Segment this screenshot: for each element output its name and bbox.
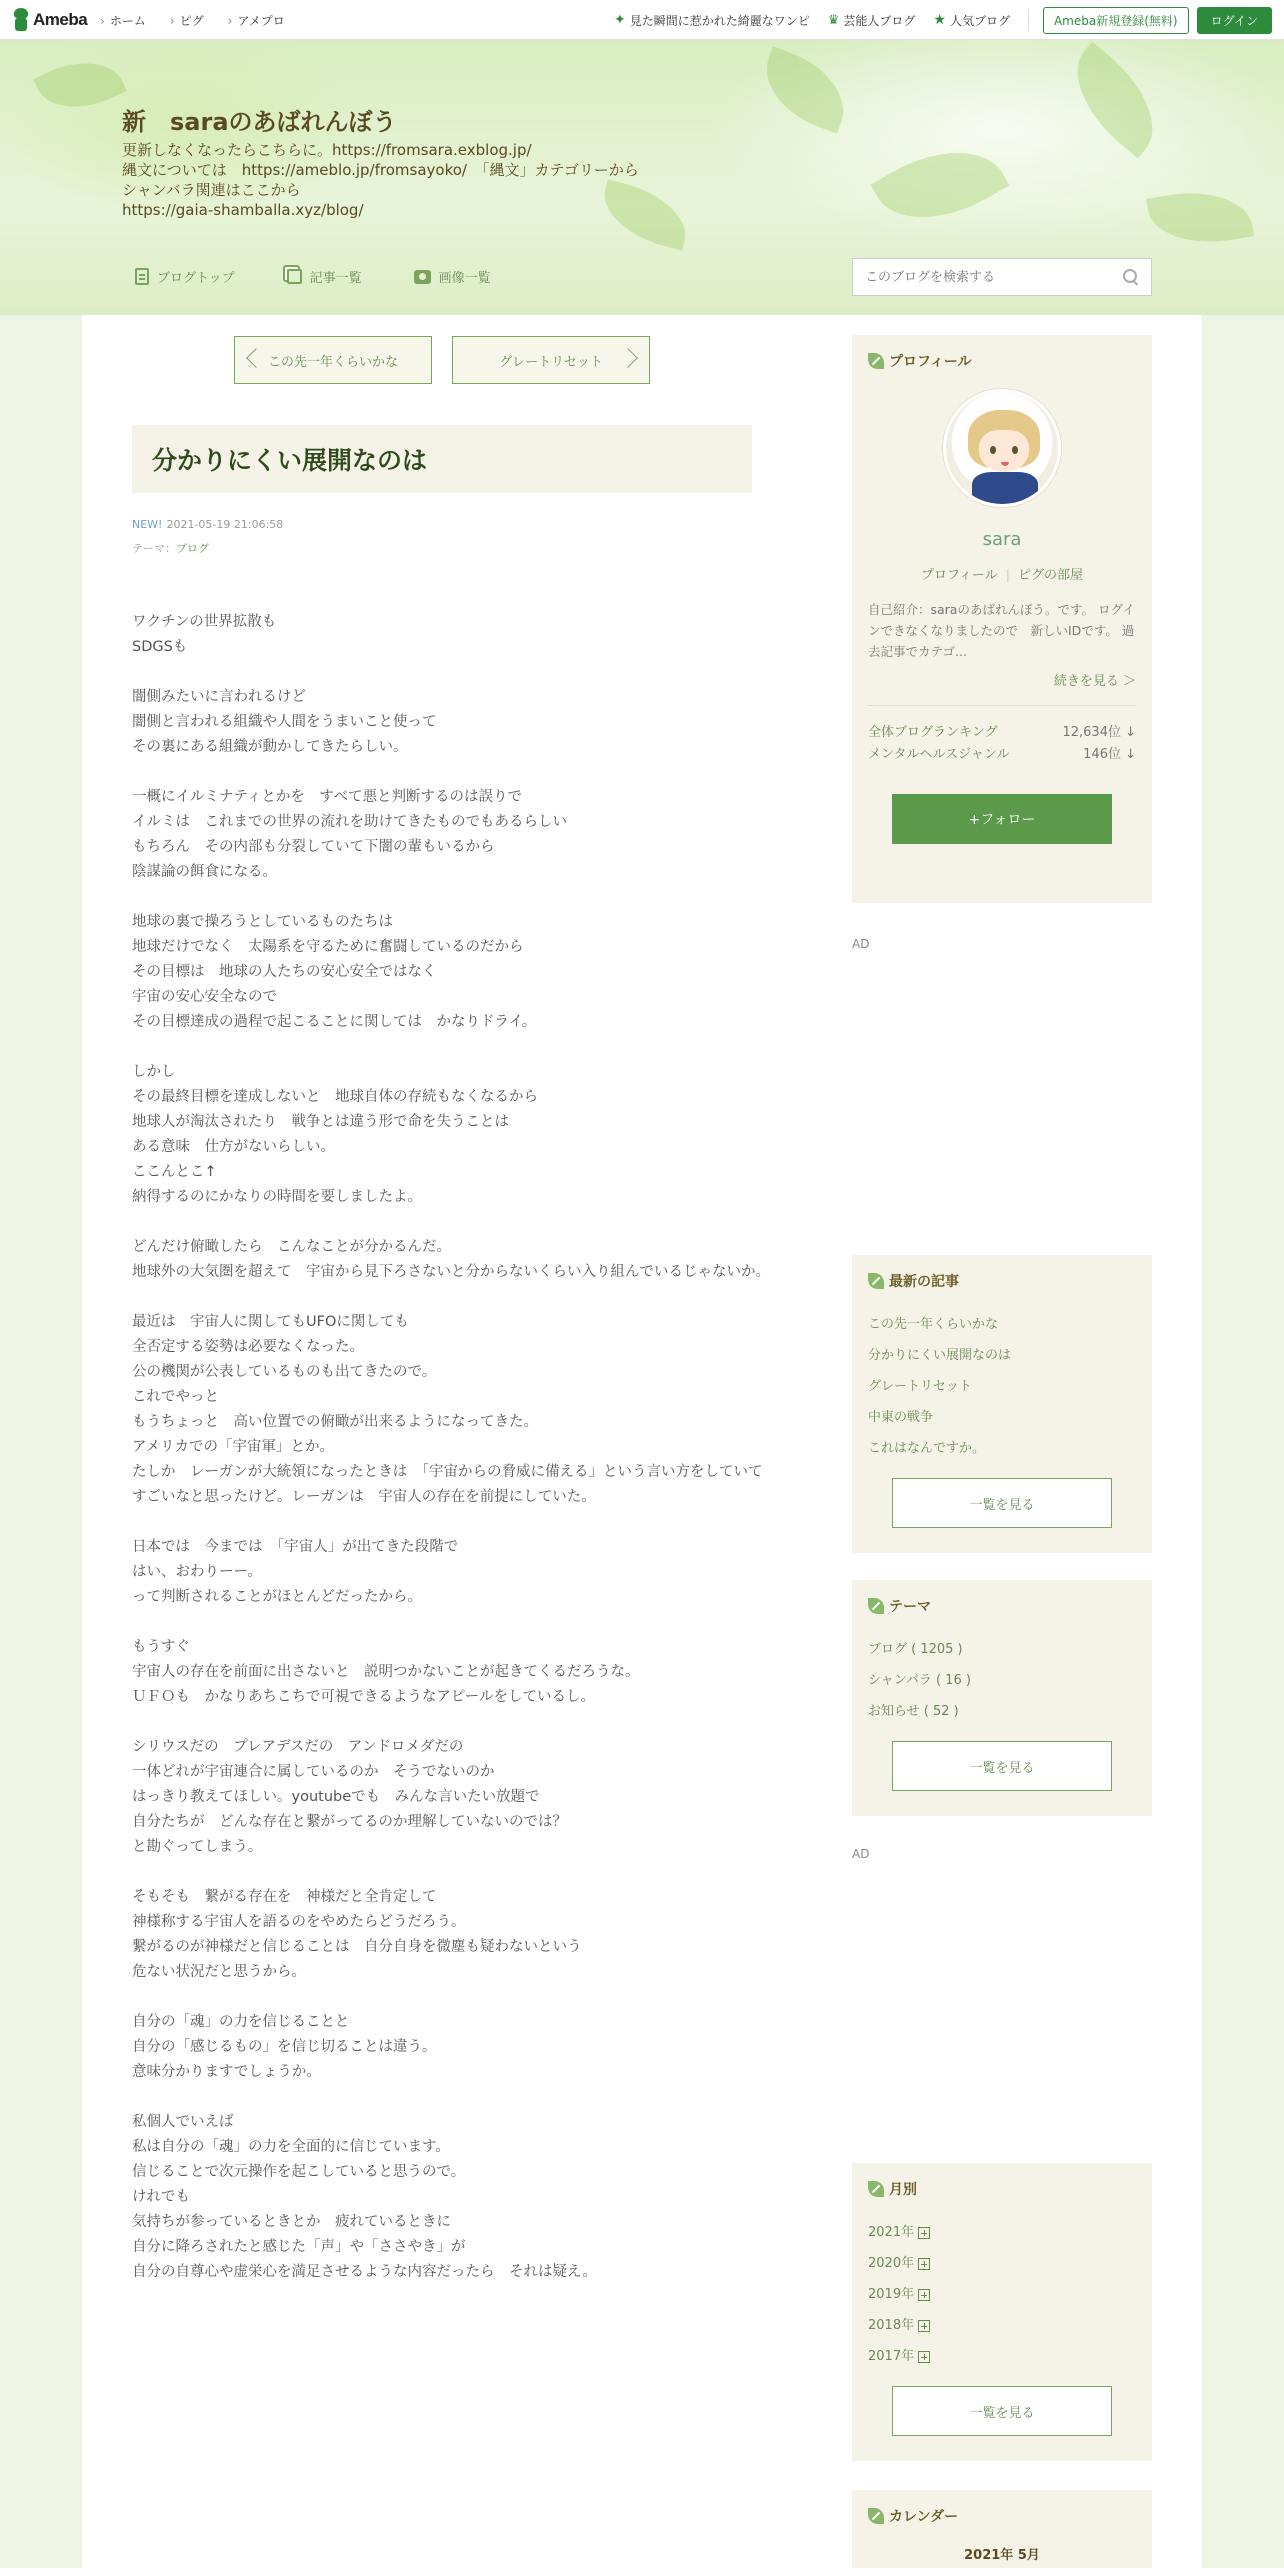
nav-article-list[interactable] <box>287 267 362 286</box>
article-line: その最終目標を達成しないと 地球自体の存続もなくなるから <box>132 1089 538 1105</box>
article-paragraph <box>132 1060 782 1210</box>
leaf-icon <box>868 353 884 369</box>
sparkle-icon: ✦ <box>613 12 626 28</box>
monthly-archive-box <box>852 2163 1152 2461</box>
article-meta <box>132 513 283 561</box>
rank-overall-value: 12,634位 ↓ <box>1062 725 1136 740</box>
article-line: 繋がるのが神様だと信じることは 自分自身を微塵も疑わないという <box>132 1939 582 1955</box>
article-paragraph <box>132 1310 782 1510</box>
leaf-icon <box>868 1273 884 1289</box>
article-line: 全否定する姿勢は必要なくなった。 <box>132 1339 364 1355</box>
article-line: 公の機関が公表しているものも出てきたので。 <box>132 1364 437 1380</box>
link-celebrity-blog-label: 芸能人ブログ <box>843 13 916 28</box>
article-line: 自分の「感じるもの」を信じ切ることは違う。 <box>132 2039 437 2055</box>
nav-amepro[interactable]: › アメプロ <box>228 12 285 29</box>
leaf-icon <box>868 2508 884 2524</box>
profile-intro: 自己紹介：saraのあばれんぼう。です。 ログインできなくなりましたので 新しいIDです。 過去記事でカテゴ... <box>868 602 1135 659</box>
article-line: 一概にイルミナティとかを すべて悪と判断するのは誤りで <box>132 789 523 805</box>
ameba-logo-icon <box>12 8 30 32</box>
article-paragraph <box>132 2010 782 2085</box>
link-celebrity-blog[interactable] <box>828 12 916 29</box>
register-button[interactable]: Ameba新規登録(無料) <box>1043 7 1189 34</box>
read-more-link[interactable]: 続きを見る ＞ <box>1053 674 1136 689</box>
star-icon: ★ <box>933 12 946 28</box>
article-title-text: 分かりにくい展開なのは <box>152 446 428 475</box>
article-line: もちろん その内部も分裂していて下闇の輩もいるから <box>132 839 495 855</box>
blog-description-line: 縄文については https://ameblo.jp/fromsayoko/ 「縄文」カテゴリーから <box>122 161 639 179</box>
prev-article-button[interactable] <box>234 336 432 384</box>
avatar-eye <box>1012 446 1018 454</box>
next-article-button[interactable] <box>452 336 650 384</box>
article-line: ＵＦＯも かなりあちこちで可視できるようなアピールをしているし。 <box>132 1689 595 1705</box>
article-line: 神様称する宇宙人を語るのをやめたらどうだろう。 <box>132 1914 466 1930</box>
article-line: しかし <box>132 1064 176 1080</box>
view-all-months-button[interactable]: 一覧を見る <box>892 2386 1112 2436</box>
rank-overall-label[interactable]: 全体ブログランキング <box>868 725 998 740</box>
article-paragraph <box>132 685 782 760</box>
article-paragraph <box>132 1735 782 1860</box>
blog-search <box>852 258 1152 296</box>
recent-article-link[interactable]: この先一年くらいかな <box>868 1317 999 1332</box>
decorative-leaf <box>871 125 1010 246</box>
expand-icon[interactable] <box>918 2289 930 2301</box>
article-line: 日本では 今までは 「宇宙人」が出てきた段階で <box>132 1539 459 1555</box>
leaf-icon <box>868 2181 884 2197</box>
article-line: 危ない状況だと思うから。 <box>132 1964 306 1980</box>
article-line: 納得するのにかなりの時間を要しましたよ。 <box>132 1189 422 1205</box>
themes-heading <box>868 1596 1136 1616</box>
month-label: 2021年 <box>868 2225 915 2240</box>
document-icon <box>135 268 149 285</box>
recent-article-link[interactable]: グレートリセット <box>868 1379 972 1394</box>
article-line: 私は自分の「魂」の力を全面的に信じています。 <box>132 2139 450 2155</box>
article-paragraph <box>132 1235 782 1285</box>
follow-button[interactable]: +フォロー <box>892 794 1112 844</box>
nav-image-list-label: 画像一覧 <box>438 271 491 286</box>
link-featured-label: 見た瞬間に惹かれた綺麗なワンピ <box>629 13 810 28</box>
article-paragraph <box>132 785 782 885</box>
article-line: 一体どれが宇宙連合に属しているのか そうでないのか <box>132 1764 495 1780</box>
expand-icon[interactable] <box>918 2351 930 2363</box>
calendar-heading <box>868 2506 1136 2526</box>
month-link[interactable] <box>868 2248 1136 2279</box>
monthly-heading <box>868 2179 1136 2199</box>
article-line: 陰謀論の餌食になる。 <box>132 864 277 880</box>
themes-heading-label: テーマ <box>889 1599 931 1615</box>
article-title <box>132 425 752 493</box>
month-link[interactable] <box>868 2310 1136 2341</box>
ad-label: AD <box>852 1847 870 1861</box>
theme-link[interactable]: シャンバラ ( 16 ) <box>868 1673 971 1688</box>
avatar-body <box>972 472 1038 507</box>
profile-heading-label: プロフィール <box>889 354 972 370</box>
article-line: 私個人でいえば <box>132 2114 234 2130</box>
blog-title[interactable]: 新 saraのあばれんぼう <box>122 108 397 136</box>
expand-icon[interactable] <box>918 2227 930 2239</box>
article-line: 宇宙の安心安全なので <box>132 989 277 1005</box>
profile-name[interactable]: sara <box>982 529 1022 550</box>
article-line: ある意味 仕方がないらしい。 <box>132 1139 335 1155</box>
nav-article-list-label: 記事一覧 <box>309 271 362 286</box>
article-line: ワクチンの世界拡散も <box>132 614 277 630</box>
article-line: そもそも 繋がる存在を 神様だと全肯定して <box>132 1889 437 1905</box>
article-line: 自分に降ろされたと感じた「声」や「ささやき」が <box>132 2239 466 2255</box>
article-line: 地球の裏で操ろうとしているものたちは <box>132 914 393 930</box>
rank-overall <box>868 722 1136 744</box>
article-paragraph <box>132 910 782 1035</box>
nav-blog-top-label: ブログトップ <box>157 271 235 286</box>
recent-article-link[interactable]: これはなんですか。 <box>868 1441 986 1456</box>
article-line: その裏にある組織が動かしてきたらしい。 <box>132 739 408 755</box>
article-line: イルミは これまでの世界の流れを助けてきたものでもあるらしい <box>132 814 567 830</box>
month-label: 2020年 <box>868 2256 915 2271</box>
article-line: と勘ぐってしまう。 <box>132 1839 263 1855</box>
profile-box <box>852 335 1152 903</box>
decorative-leaf <box>1146 182 1254 254</box>
ameba-logo-text: Ameba <box>33 10 88 29</box>
theme-label: テーマ： <box>132 542 176 555</box>
expand-icon[interactable] <box>918 2320 930 2332</box>
article-line: アメリカでの「宇宙軍」とか。 <box>132 1439 334 1455</box>
nav-image-list[interactable] <box>414 267 491 286</box>
article-line: けれでも <box>132 2189 190 2205</box>
blog-description-line: https://gaia-shamballa.xyz/blog/ <box>122 201 364 219</box>
article-line: SDGSも <box>132 639 188 655</box>
theme-link[interactable]: ブログ <box>176 542 209 555</box>
article-line: その目標は 地球の人たちの安心安全ではなく <box>132 964 437 980</box>
search-input[interactable] <box>865 270 1123 285</box>
article-line: 自分の「魂」の力を信じることと <box>132 2014 350 2030</box>
pigg-room-link[interactable]: ピグの部屋 <box>1018 568 1084 583</box>
article-paragraph <box>132 1535 782 1610</box>
article-line: 闇側と言われる組織や人間をうまいこと使って <box>132 714 437 730</box>
profile-heading <box>868 351 1136 371</box>
calendar-month: 2021年 5月 <box>964 2548 1040 2563</box>
divider <box>868 705 1136 706</box>
theme-link[interactable]: お知らせ ( 52 ) <box>868 1704 959 1719</box>
rank-genre-value: 146位 ↓ <box>1083 747 1136 762</box>
article-line: 意味分かりますでしょうか。 <box>132 2064 321 2080</box>
month-link[interactable] <box>868 2341 1136 2372</box>
recent-heading <box>868 1271 1136 1291</box>
chevron-left-icon <box>246 348 266 368</box>
rank-genre-label[interactable]: メンタルヘルスジャンル <box>868 747 1010 762</box>
nav-blog-top[interactable] <box>135 267 235 286</box>
blog-header <box>0 40 1284 315</box>
leaf-icon <box>868 1598 884 1614</box>
article-line: ここんとこ↑ <box>132 1164 217 1180</box>
avatar[interactable] <box>943 389 1061 507</box>
profile-links <box>868 564 1136 583</box>
blog-nav <box>135 267 491 286</box>
divider <box>1028 9 1029 31</box>
article-body <box>132 610 782 2310</box>
article-paragraph <box>132 610 782 660</box>
view-all-recent-button[interactable]: 一覧を見る <box>892 1478 1112 1528</box>
decorative-leaf <box>1054 42 1177 159</box>
link-popular-blog-label: 人気ブログ <box>949 13 1010 28</box>
decorative-leaf <box>33 45 127 124</box>
article-line: 自分の自尊心や虚栄心を満足させるような内容だったら それは疑え。 <box>132 2264 597 2280</box>
monthly-heading-label: 月別 <box>889 2182 917 2198</box>
article-line: って判断されることがほとんどだったから。 <box>132 1589 422 1605</box>
recent-article-link[interactable]: 中東の戦争 <box>868 1410 934 1425</box>
article-paragraph <box>132 2110 782 2285</box>
calendar-box <box>852 2490 1152 2568</box>
page-content <box>82 315 1202 2568</box>
themes-box <box>852 1580 1152 1816</box>
month-label: 2018年 <box>868 2318 915 2333</box>
article-line: はい、おわりーー。 <box>132 1564 262 1580</box>
article-line: どんだけ俯瞰したら こんなことが分かるんだ。 <box>132 1239 451 1255</box>
blog-description <box>122 140 639 220</box>
nav-home[interactable]: › ホーム <box>100 12 146 29</box>
recent-heading-label: 最新の記事 <box>889 1274 959 1290</box>
ameba-logo[interactable] <box>12 8 87 32</box>
article-date: 2021-05-19 21:06:58 <box>166 518 284 531</box>
article-line: 宇宙人の存在を前面に出さないと 説明つかないことが起きてくるだろうな。 <box>132 1664 640 1680</box>
expand-icon[interactable] <box>918 2258 930 2270</box>
login-button[interactable]: ログイン <box>1197 7 1272 34</box>
theme-link[interactable]: ブログ ( 1205 ) <box>868 1642 963 1657</box>
crown-icon: ♛ <box>827 12 840 28</box>
blog-description-line: 更新しなくなったらこちらに。https://fromsara.exblog.jp/ <box>122 141 532 159</box>
article-line: 地球外の大気圏を超えて 宇宙から見下ろさないと分からないくらい入り組んでいるじゃないか。 <box>132 1264 770 1280</box>
article-line: 地球だけでなく 太陽系を守るために奮闘しているのだから <box>132 939 524 955</box>
global-nav-right <box>614 0 1272 40</box>
month-link[interactable] <box>868 2279 1136 2310</box>
month-link[interactable] <box>868 2217 1136 2248</box>
article-line: すごいなと思ったけど。レーガンは 宇宙人の存在を前提にしていた。 <box>132 1489 596 1505</box>
avatar-eye <box>990 446 996 454</box>
link-featured[interactable] <box>614 12 810 29</box>
article-line: もうすぐ <box>132 1639 190 1655</box>
month-label: 2017年 <box>868 2349 915 2364</box>
blog-description-line: シャンバラ関連はここから <box>122 181 301 199</box>
chevron-right-icon <box>618 348 638 368</box>
article-paragraph <box>132 1885 782 1985</box>
link-popular-blog[interactable] <box>933 12 1010 29</box>
divider: | <box>1005 568 1011 583</box>
article-line: その目標達成の過程で起こることに関しては かなりドライ。 <box>132 1014 537 1030</box>
camera-icon <box>414 270 431 284</box>
article-line: もうちょっと 高い位置での俯瞰が出来るようになってきた。 <box>132 1414 538 1430</box>
next-article-label: グレートリセット <box>499 354 603 370</box>
article-line: 自分たちが どんな存在と繋がってるのか理解していないのでは？ <box>132 1814 567 1830</box>
article-line: はっきり教えてほしい。youtubeでも みんな言いたい放題で <box>132 1789 540 1805</box>
article-line: たしか レーガンが大統領になったときは 「宇宙からの脅威に備える」という言い方をしていて <box>132 1464 763 1480</box>
article-paragraph <box>132 1635 782 1710</box>
view-all-themes-button[interactable]: 一覧を見る <box>892 1741 1112 1791</box>
rank-genre <box>868 744 1136 766</box>
global-nav <box>100 0 285 40</box>
search-icon[interactable] <box>1123 269 1139 285</box>
article-line: 地球人が淘汰されたり 戦争とは違う形で命を失うことは <box>132 1114 509 1130</box>
article-line: 闇側みたいに言われるけど <box>132 689 306 705</box>
article-line: 信じることで次元操作を起こしていると思うので。 <box>132 2164 466 2180</box>
prev-article-label: この先一年くらいかな <box>267 354 398 370</box>
article-line: 最近は 宇宙人に関してもUFOに関しても <box>132 1314 409 1330</box>
article-line: シリウスだの プレアデスだの アンドロメダだの <box>132 1739 464 1755</box>
recent-article-link[interactable]: 分かりにくい展開なのは <box>868 1348 1012 1363</box>
article-line: 気持ちが参っているときとか 疲れているときに <box>132 2214 451 2230</box>
new-badge: NEW! <box>132 518 163 531</box>
documents-icon <box>287 269 302 284</box>
global-header <box>0 0 1284 40</box>
calendar-heading-label: カレンダー <box>889 2509 959 2525</box>
nav-pigg[interactable]: › ピグ <box>170 12 204 29</box>
article-line: これでやっと <box>132 1389 219 1405</box>
decorative-leaf <box>752 46 857 133</box>
month-label: 2019年 <box>868 2287 915 2302</box>
recent-articles-box <box>852 1255 1152 1553</box>
profile-link[interactable]: プロフィール <box>920 568 998 583</box>
ad-label: AD <box>852 937 870 951</box>
